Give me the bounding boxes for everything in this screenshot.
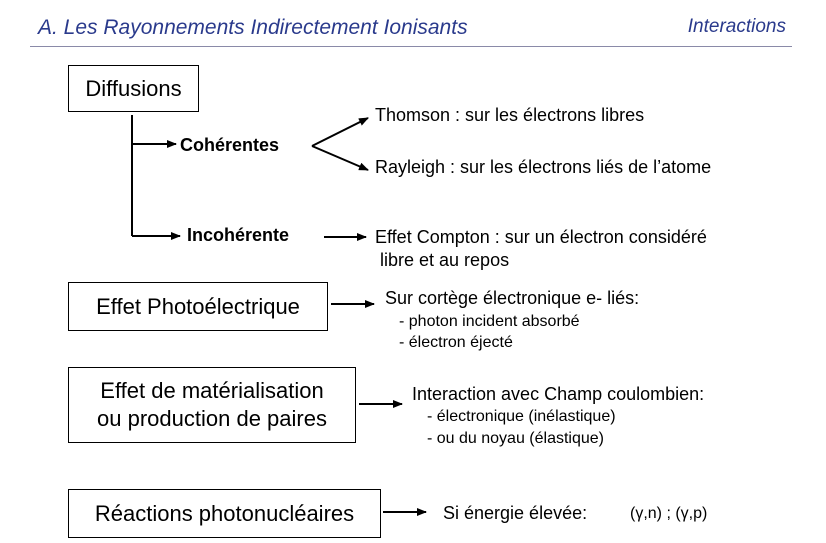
arrow-to-thomson	[312, 118, 368, 146]
compton-text-line2: libre et au repos	[380, 250, 510, 270]
section-label: Interactions	[687, 16, 786, 37]
photoelectrique-desc: Sur cortège électronique e- liés:	[385, 288, 640, 308]
photoelectrique-item-2: - électron éjecté	[399, 334, 513, 351]
page-title: A. Les Rayonnements Indirectement Ionisants	[38, 16, 468, 39]
arrow-to-rayleigh	[312, 146, 368, 170]
photonucleaires-label: Réactions photonucléaires	[94, 500, 355, 526]
materialisation-item-2: - ou du noyau (élastique)	[427, 430, 604, 447]
photonucleaires-reactions: (γ,n) ; (γ,p)	[630, 505, 708, 522]
compton-text-line1: Effet Compton : sur un électron considéré	[375, 227, 707, 247]
photoelectrique-box	[68, 282, 328, 331]
materialisation-item-1: - électronique (inélastique)	[427, 408, 616, 425]
materialisation-box	[68, 367, 356, 443]
materialisation-label-line1: Effet de matérialisation	[100, 378, 324, 403]
photoelectrique-label: Effet Photoélectrique	[96, 293, 300, 319]
thomson-text: Thomson : sur les électrons libres	[375, 105, 645, 125]
rayleigh-text: Rayleigh : sur les électrons liés de l’atome	[375, 157, 712, 177]
photonucleaires-desc: Si énergie élevée:	[443, 503, 588, 523]
materialisation-label-line2: ou production de paires	[97, 406, 327, 431]
diffusions-label: Diffusions	[85, 75, 182, 101]
coherentes-label: Cohérentes	[180, 135, 280, 155]
materialisation-desc: Interaction avec Champ coulombien:	[412, 384, 705, 404]
incoherente-label: Incohérente	[187, 225, 290, 245]
diffusions-box	[68, 65, 199, 112]
photoelectrique-item-1: - photon incident absorbé	[399, 313, 580, 330]
photonucleaires-box	[68, 489, 381, 538]
